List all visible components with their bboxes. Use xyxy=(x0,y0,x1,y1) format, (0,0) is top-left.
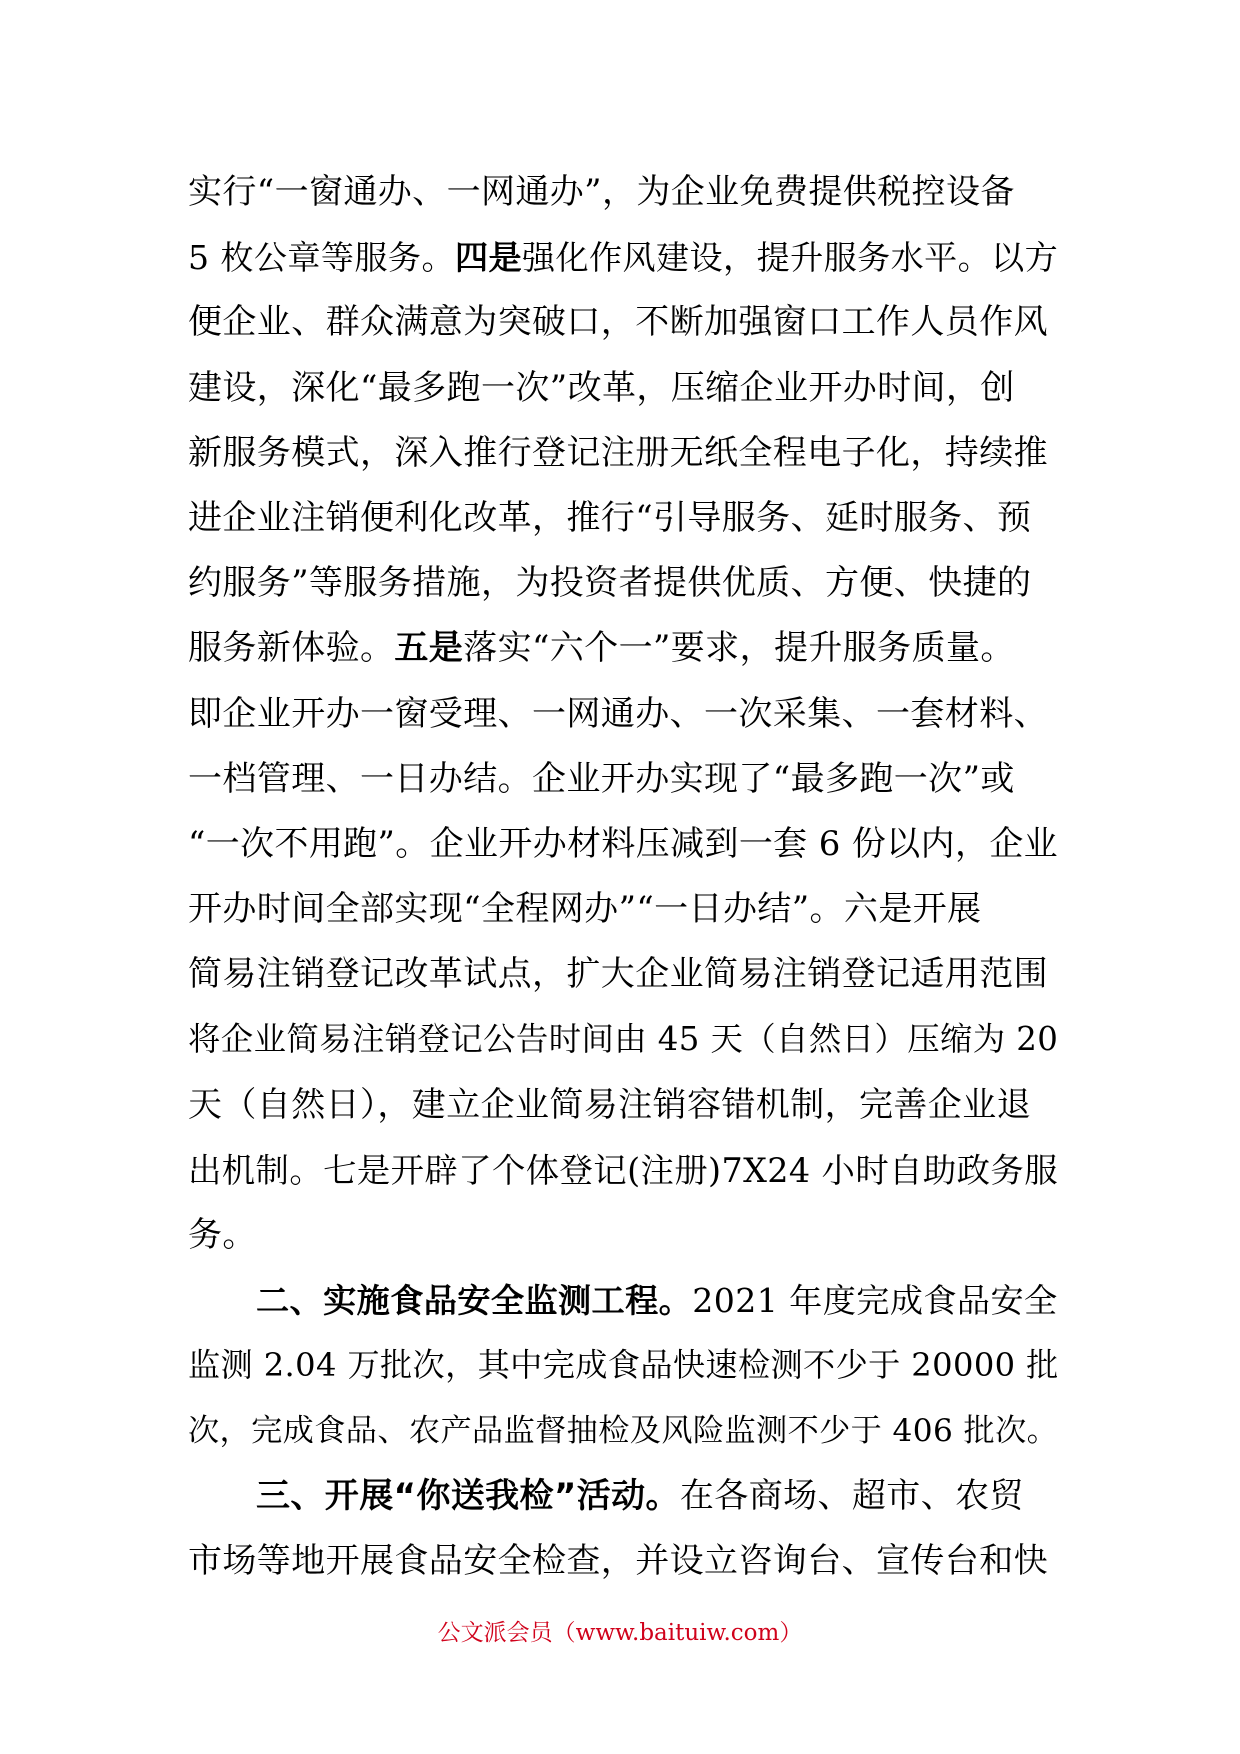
text-segment: 2021 年度完成食品安全 xyxy=(692,1281,1058,1321)
text-line xyxy=(188,160,1058,225)
text-line xyxy=(188,1203,1058,1268)
bold-text-segment: 五是 xyxy=(394,628,464,669)
text-segment: 约服务”等服务措施，为投资者提供优质、方便、快捷的 xyxy=(188,563,1032,604)
text-segment: 监测 2.04 万批次，其中完成食品快速检测不少于 20000 批 xyxy=(188,1346,1059,1385)
text-line xyxy=(188,290,1058,355)
text-segment: 即企业开办一窗受理、一网通办、一次采集、一套材料、 xyxy=(188,693,1048,734)
text-line xyxy=(188,421,1058,486)
text-segment: 务。 xyxy=(188,1215,257,1255)
text-line xyxy=(188,812,1058,877)
text-line xyxy=(188,616,1058,681)
text-line xyxy=(188,1464,1058,1529)
text-line xyxy=(188,682,1058,747)
text-segment: 将企业简易注销登记公告时间由 45 天（自然日）压缩为 20 xyxy=(188,1020,1059,1059)
text-line xyxy=(188,942,1058,1007)
text-line xyxy=(188,877,1058,942)
text-line xyxy=(188,1399,1058,1464)
bold-text-segment: 四是 xyxy=(454,238,522,278)
text-line xyxy=(188,225,1058,290)
text-segment: 开办时间全部实现“全程网办”“一日办结”。六是开展 xyxy=(188,889,982,930)
text-segment: 在各商场、超市、农贸 xyxy=(679,1475,1024,1516)
text-line xyxy=(188,1529,1058,1594)
footer-watermark: 公文派会员（www.baituiw.com） xyxy=(437,1620,803,1646)
text-line xyxy=(188,1138,1058,1203)
text-segment: 市场等地开展食品安全检查，并设立咨询台、宣传台和快 xyxy=(188,1540,1048,1581)
text-segment: 5 枚公章等服务。 xyxy=(188,238,455,278)
text-segment: 落实“六个一”要求，提升服务质量。 xyxy=(463,628,1015,669)
text-line xyxy=(188,486,1058,551)
text-line xyxy=(188,1073,1058,1138)
text-line xyxy=(188,747,1058,812)
text-segment: “一次不用跑”。企业开办材料压减到一套 6 份以内，企业 xyxy=(188,823,1059,864)
bold-text-segment: 三、开展“你送我检”活动。 xyxy=(256,1475,680,1516)
text-segment: 简易注销登记改革试点，扩大企业简易注销登记适用范围 xyxy=(188,954,1048,995)
text-segment: 建设，深化“最多跑一次”改革，压缩企业开办时间，创 xyxy=(188,367,1015,408)
text-segment: 一档管理、一日办结。企业开办实现了“最多跑一次”或 xyxy=(188,758,1015,799)
text-line xyxy=(188,356,1058,421)
document-body xyxy=(188,160,1058,1594)
text-line xyxy=(188,1007,1058,1072)
text-line xyxy=(188,1268,1058,1333)
text-segment: 进企业注销便利化改革，推行“引导服务、延时服务、预 xyxy=(188,497,1032,538)
text-segment: 出机制。七是开辟了个体登记(注册)7X24 小时自助政务服 xyxy=(188,1150,1058,1190)
text-segment: 天（自然日），建立企业简易注销容错机制，完善企业退 xyxy=(188,1084,1031,1125)
text-segment: 次，完成食品、农产品监督抽检及风险监测不少于 406 批次。 xyxy=(188,1412,1059,1449)
text-line xyxy=(188,551,1058,616)
text-segment: 强化作风建设，提升服务水平。以方 xyxy=(522,238,1059,278)
text-line xyxy=(188,1333,1058,1398)
bold-text-segment: 二、实施食品安全监测工程。 xyxy=(256,1281,693,1321)
text-segment: 便企业、群众满意为突破口，不断加强窗口工作人员作风 xyxy=(188,302,1048,343)
text-segment: 新服务模式，深入推行登记注册无纸全程电子化，持续推 xyxy=(188,432,1048,473)
text-segment: 实行“一窗通办、一网通办”，为企业免费提供税控设备 xyxy=(188,172,1015,212)
text-segment: 服务新体验。 xyxy=(188,628,395,669)
